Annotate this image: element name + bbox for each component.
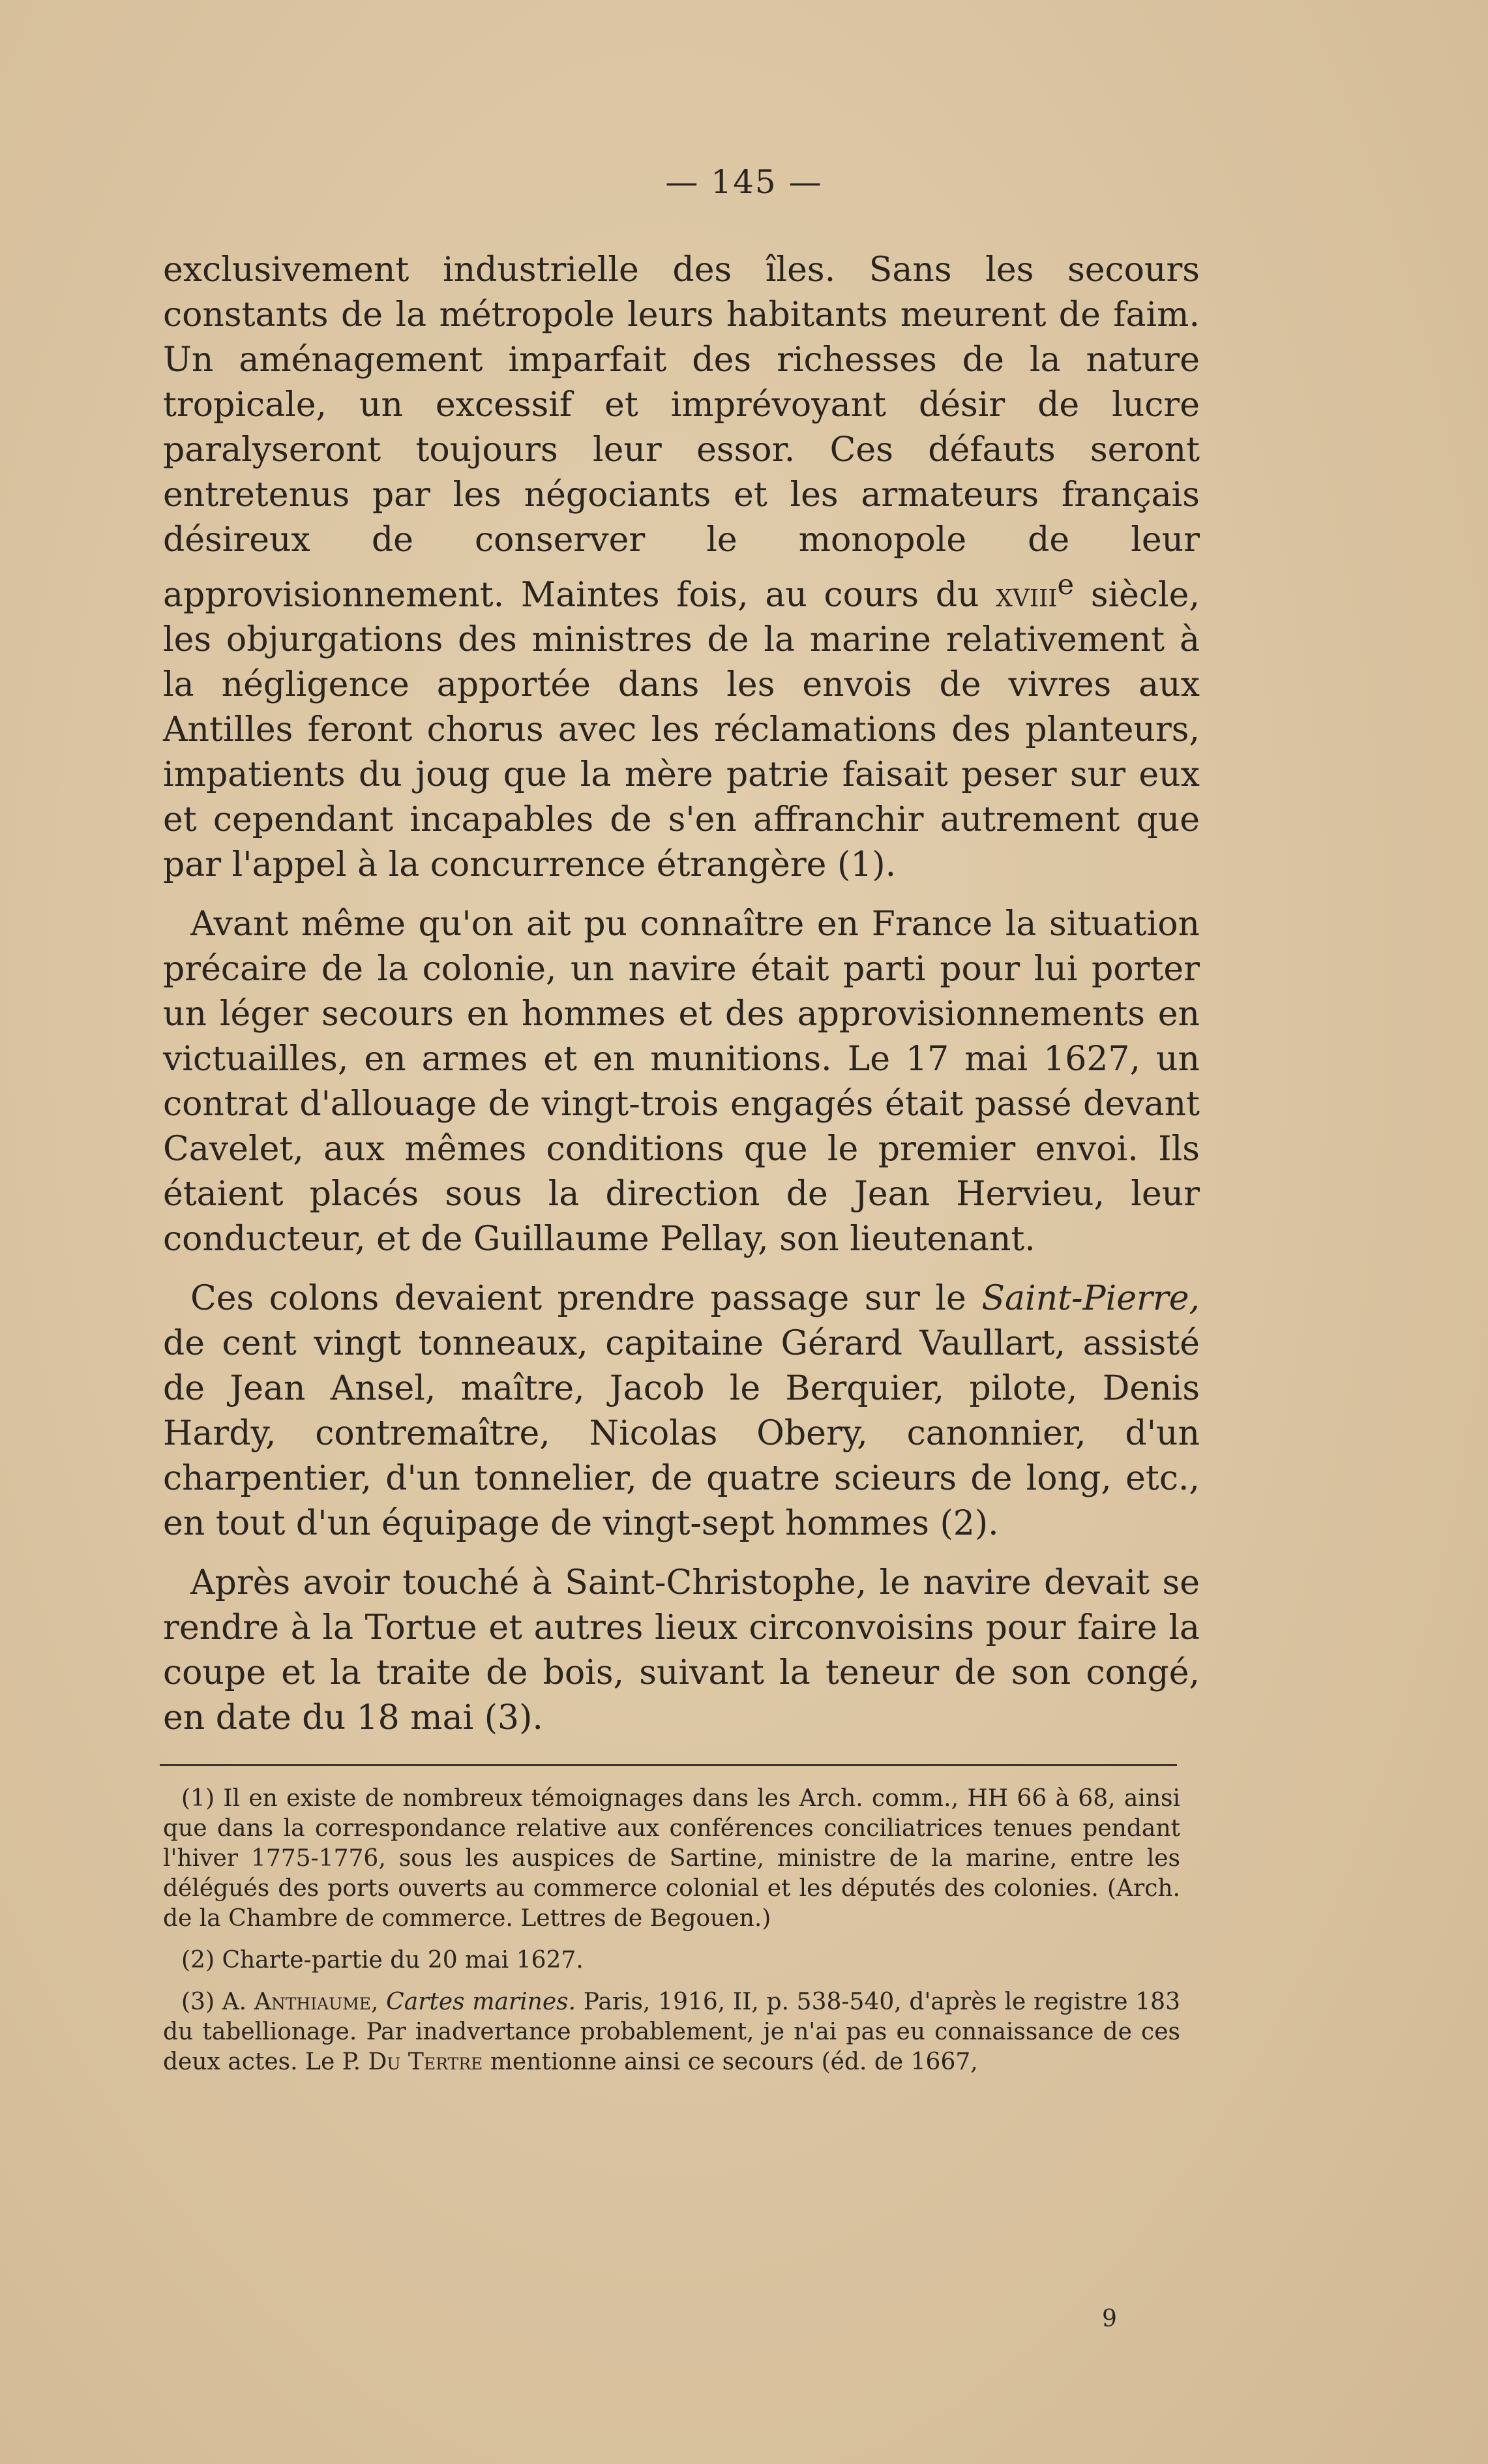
century-superscript: e xyxy=(1057,569,1075,601)
ship-name: Saint-Pierre, xyxy=(981,1279,1200,1319)
footnote-3-a: (3) A. xyxy=(181,1989,254,2015)
footnote-3-c: Paris, 1916, II, p. 538-540, d'après le registre 183 du tabellionage. Par inadvertance probablement, je n'ai pas eu connaissance de ces deux actes. Le P. xyxy=(163,1989,1180,2075)
paragraph-4: Après avoir touché à Saint-Christophe, le navire devait se rendre à la Tortue et autres lieux circonvoisins pour faire la coupe et la traite de bois, suivant la teneur de son congé, en date du 18 mai (3). xyxy=(163,1563,1200,1738)
footnote-1: (1) Il en existe de nombreux témoignages dans les Arch. comm., HH 66 à 68, ainsi que dans la correspondance relative aux conférences conciliatrices tenues pendant l'hiver 1775-1776, sous les auspices de Sartine, ministre de la marine, entre les délégués des ports ouverts au commerce colonial et les députés des colonies. (Arch. de la Chambre de commerce. Lettres de Begouen.) xyxy=(163,1785,1180,1932)
paragraph-1-text-a: exclusivement industrielle des îles. Sans les secours constants de la métropole leurs habitants meurent de faim. Un aménagement imparfait des richesses de la nature tropicale, un excessif et imprévoyant désir de lucre paralyseront toujours leur essor. Ces défauts seront entretenus par les négociants et les armateurs français désireux de conserver le monopole de leur approvisionnement. Maintes fois, au cours du xyxy=(163,250,1200,615)
footnote-3-author2: Du Tertre xyxy=(368,2049,483,2075)
page-number: — 145 — xyxy=(665,163,823,201)
footnote-3-author: Anthiaume, xyxy=(254,1989,379,2015)
signature-mark: 9 xyxy=(1102,2306,1117,2332)
paragraph-1-text-b: siècle, les objurgations des ministres de la marine relativement à la négligence apportée dans les envois de vivres aux Antilles feront chorus avec les réclamations des planteurs, impatients du joug que la mère patrie faisait peser sur eux et cependant incapables de s'en affranchir autrement que par l'appel à la concurrence étrangère (1). xyxy=(163,575,1200,885)
paragraph-3 xyxy=(163,1276,1200,1546)
paragraph-2: Avant même qu'on ait pu connaître en France la situation précaire de la colonie, un navire était parti pour lui porter un léger secours en hommes et des approvisionnements en victuailles, en armes et en munitions. Le 17 mai 1627, un contrat d'allouage de vingt-trois engagés était passé devant Cavelet, aux mêmes conditions que le premier envoi. Ils étaient placés sous la direction de Jean Hervieu, leur conducteur, et de Guillaume Pellay, son lieutenant. xyxy=(163,905,1200,1259)
footnotes xyxy=(163,1784,1180,2089)
paragraph-1 xyxy=(163,248,1200,888)
century-numeral: xviii xyxy=(996,575,1058,615)
paragraph-3-text-b: de cent vingt tonneaux, capitaine Gérard Vaullart, assisté de Jean Ansel, maître, Jacob le Berquier, pilote, Denis Hardy, contremaître, Nicolas Obery, canonnier, d'un charpentier, d'un tonnelier, de quatre scieurs de long, etc., en tout d'un équipage de vingt-sept hommes (2). xyxy=(163,1324,1200,1544)
footnote-3 xyxy=(163,1987,1180,2077)
footnote-3-b xyxy=(378,1989,386,2015)
footnote-divider xyxy=(160,1764,1177,1766)
footnote-3-title: Cartes marines. xyxy=(386,1989,576,2015)
footnote-3-d: mentionne ainsi ce secours (éd. de 1667, xyxy=(483,2049,978,2075)
footnote-2: (2) Charte-partie du 20 mai 1627. xyxy=(181,1947,584,1974)
paragraph-3-text-a: Ces colons devaient prendre passage sur le xyxy=(190,1279,982,1319)
main-text xyxy=(163,248,1200,1755)
